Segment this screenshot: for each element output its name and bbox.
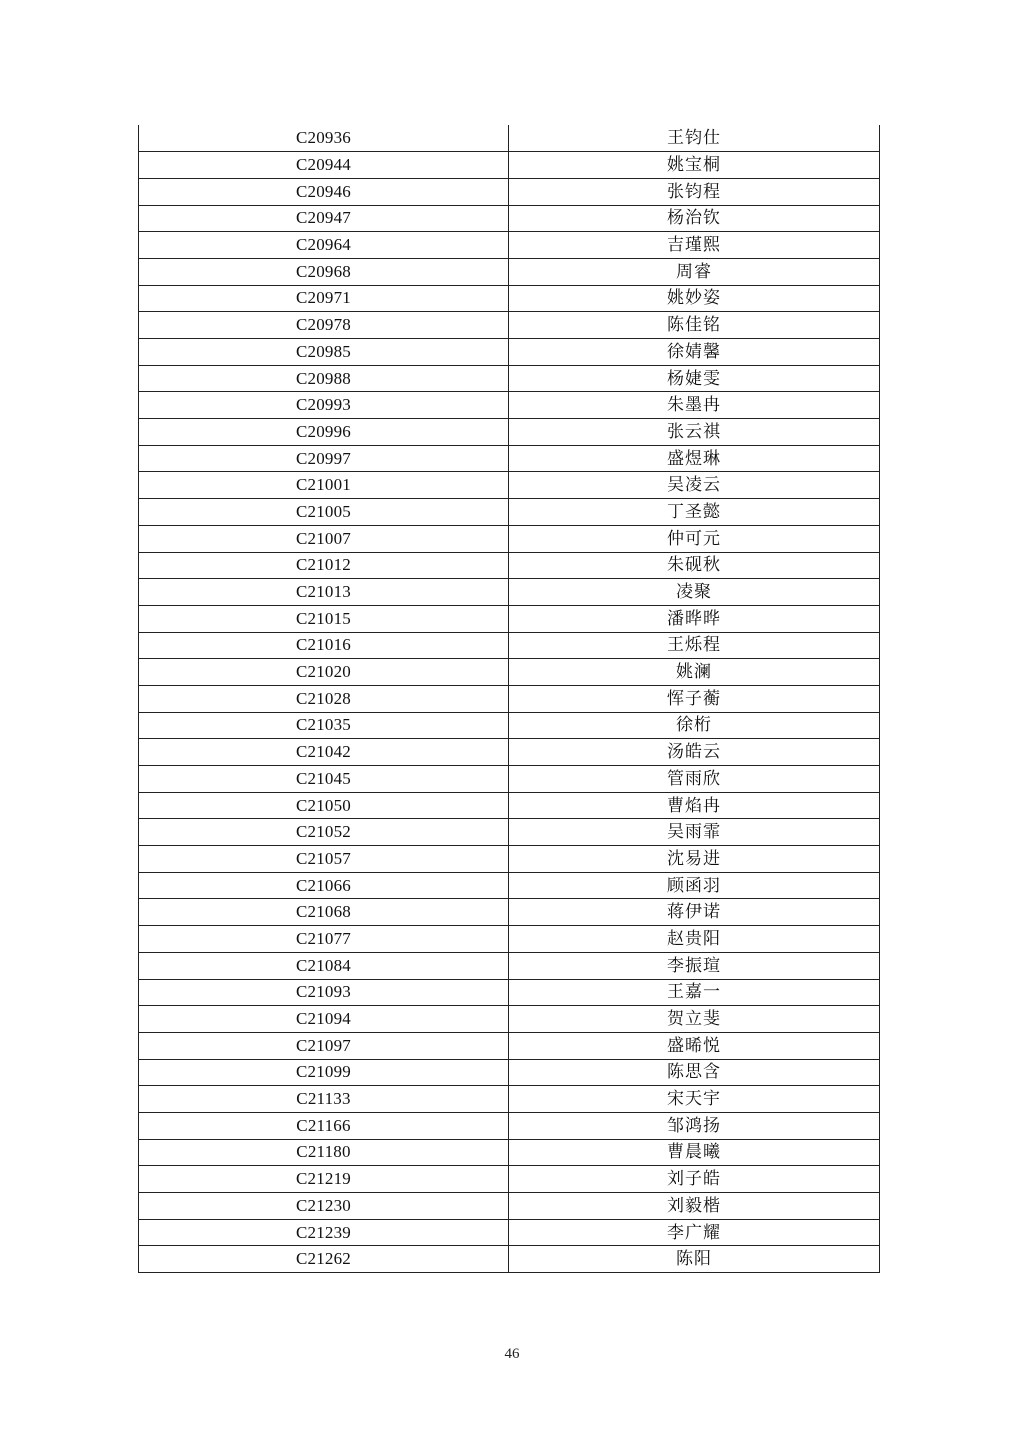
student-id-cell: C21068 <box>139 899 509 926</box>
table-row <box>139 125 880 152</box>
table-row <box>139 846 880 873</box>
student-name-cell: 刘子皓 <box>509 1166 880 1193</box>
table-row <box>139 819 880 846</box>
student-id-cell: C21001 <box>139 472 509 499</box>
student-name-cell: 沈易进 <box>509 846 880 873</box>
table-row <box>139 1219 880 1246</box>
table-row <box>139 979 880 1006</box>
student-name-cell: 蒋伊诺 <box>509 899 880 926</box>
student-id-cell: C21239 <box>139 1219 509 1246</box>
table-row <box>139 926 880 953</box>
student-name-cell: 汤皓云 <box>509 739 880 766</box>
student-name-cell: 陈思含 <box>509 1059 880 1086</box>
student-id-cell: C21230 <box>139 1193 509 1220</box>
student-name-cell: 张云祺 <box>509 419 880 446</box>
student-id-cell: C21093 <box>139 979 509 1006</box>
student-id-cell: C21094 <box>139 1006 509 1033</box>
student-name-cell: 邹鸿扬 <box>509 1112 880 1139</box>
table-row <box>139 152 880 179</box>
student-name-cell: 管雨欣 <box>509 766 880 793</box>
student-name-cell: 王嘉一 <box>509 979 880 1006</box>
table-row <box>139 285 880 312</box>
table-row <box>139 392 880 419</box>
student-id-cell: C21012 <box>139 552 509 579</box>
student-name-cell: 杨婕雯 <box>509 365 880 392</box>
student-id-cell: C21016 <box>139 632 509 659</box>
student-name-cell: 杨治钦 <box>509 205 880 232</box>
table-row <box>139 499 880 526</box>
table-row <box>139 1059 880 1086</box>
student-id-cell: C20968 <box>139 258 509 285</box>
table-row <box>139 659 880 686</box>
student-id-cell: C21084 <box>139 952 509 979</box>
student-name-cell: 李振瑄 <box>509 952 880 979</box>
student-id-cell: C21133 <box>139 1086 509 1113</box>
student-id-cell: C21077 <box>139 926 509 953</box>
table-row <box>139 1193 880 1220</box>
student-id-cell: C21042 <box>139 739 509 766</box>
table-row <box>139 739 880 766</box>
roster-table <box>138 125 880 1273</box>
table-row <box>139 552 880 579</box>
table-row <box>139 1086 880 1113</box>
table-row <box>139 1246 880 1273</box>
table-row <box>139 445 880 472</box>
student-id-cell: C20985 <box>139 339 509 366</box>
table-row <box>139 525 880 552</box>
table-row <box>139 1032 880 1059</box>
student-name-cell: 姚妙姿 <box>509 285 880 312</box>
student-name-cell: 吉瑾熙 <box>509 232 880 259</box>
student-name-cell: 李广耀 <box>509 1219 880 1246</box>
student-name-cell: 贺立斐 <box>509 1006 880 1033</box>
table-row <box>139 178 880 205</box>
student-name-cell: 王烁程 <box>509 632 880 659</box>
student-id-cell: C21066 <box>139 872 509 899</box>
student-id-cell: C20936 <box>139 125 509 152</box>
student-id-cell: C20964 <box>139 232 509 259</box>
student-id-cell: C21057 <box>139 846 509 873</box>
table-row <box>139 419 880 446</box>
table-row <box>139 1006 880 1033</box>
student-id-cell: C20988 <box>139 365 509 392</box>
table-row <box>139 1166 880 1193</box>
student-id-cell: C21097 <box>139 1032 509 1059</box>
roster-table-body <box>139 125 880 1273</box>
student-id-cell: C20996 <box>139 419 509 446</box>
student-name-cell: 曹焰冉 <box>509 792 880 819</box>
student-name-cell: 陈佳铭 <box>509 312 880 339</box>
student-name-cell: 刘毅楷 <box>509 1193 880 1220</box>
student-id-cell: C21020 <box>139 659 509 686</box>
student-name-cell: 陈阳 <box>509 1246 880 1273</box>
student-name-cell: 潘晔晔 <box>509 605 880 632</box>
student-id-cell: C20971 <box>139 285 509 312</box>
student-id-cell: C21028 <box>139 685 509 712</box>
student-name-cell: 盛煜琳 <box>509 445 880 472</box>
student-id-cell: C21219 <box>139 1166 509 1193</box>
student-name-cell: 吴凌云 <box>509 472 880 499</box>
student-id-cell: C20947 <box>139 205 509 232</box>
student-id-cell: C20946 <box>139 178 509 205</box>
student-id-cell: C20997 <box>139 445 509 472</box>
student-name-cell: 丁圣懿 <box>509 499 880 526</box>
student-id-cell: C21005 <box>139 499 509 526</box>
student-name-cell: 张钧程 <box>509 178 880 205</box>
student-name-cell: 仲可元 <box>509 525 880 552</box>
student-id-cell: C20993 <box>139 392 509 419</box>
student-name-cell: 徐桁 <box>509 712 880 739</box>
student-id-cell: C21035 <box>139 712 509 739</box>
student-name-cell: 吴雨霏 <box>509 819 880 846</box>
table-row <box>139 712 880 739</box>
student-id-cell: C21099 <box>139 1059 509 1086</box>
student-name-cell: 姚澜 <box>509 659 880 686</box>
student-name-cell: 盛晞悦 <box>509 1032 880 1059</box>
table-row <box>139 605 880 632</box>
table-row <box>139 365 880 392</box>
student-name-cell: 宋天宇 <box>509 1086 880 1113</box>
page-number: 46 <box>504 1346 520 1362</box>
table-row <box>139 952 880 979</box>
student-name-cell: 恽子蘅 <box>509 685 880 712</box>
student-name-cell: 顾函羽 <box>509 872 880 899</box>
student-name-cell: 凌聚 <box>509 579 880 606</box>
student-id-cell: C21262 <box>139 1246 509 1273</box>
student-name-cell: 曹晨曦 <box>509 1139 880 1166</box>
student-id-cell: C21180 <box>139 1139 509 1166</box>
student-id-cell: C21050 <box>139 792 509 819</box>
student-name-cell: 赵贵阳 <box>509 926 880 953</box>
student-id-cell: C21045 <box>139 766 509 793</box>
student-id-cell: C20944 <box>139 152 509 179</box>
table-row <box>139 472 880 499</box>
student-name-cell: 王钧仕 <box>509 125 880 152</box>
table-row <box>139 339 880 366</box>
student-id-cell: C21015 <box>139 605 509 632</box>
table-row <box>139 205 880 232</box>
table-row <box>139 766 880 793</box>
student-name-cell: 姚宝桐 <box>509 152 880 179</box>
table-row <box>139 1112 880 1139</box>
table-row <box>139 872 880 899</box>
table-row <box>139 792 880 819</box>
student-name-cell: 徐婧馨 <box>509 339 880 366</box>
table-row <box>139 899 880 926</box>
student-id-cell: C21166 <box>139 1112 509 1139</box>
table-row <box>139 685 880 712</box>
table-row <box>139 312 880 339</box>
student-name-cell: 周睿 <box>509 258 880 285</box>
table-row <box>139 258 880 285</box>
table-row <box>139 632 880 659</box>
table-row <box>139 232 880 259</box>
student-name-cell: 朱砚秋 <box>509 552 880 579</box>
table-row <box>139 1139 880 1166</box>
student-name-cell: 朱墨冉 <box>509 392 880 419</box>
student-id-cell: C21013 <box>139 579 509 606</box>
student-id-cell: C21052 <box>139 819 509 846</box>
table-row <box>139 579 880 606</box>
student-id-cell: C20978 <box>139 312 509 339</box>
student-id-cell: C21007 <box>139 525 509 552</box>
